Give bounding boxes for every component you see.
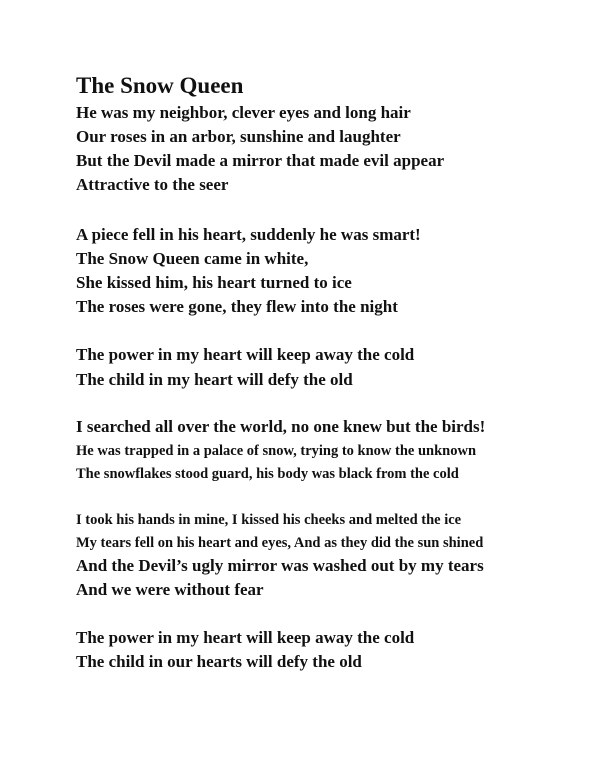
poem-line: And the Devil’s ugly mirror was washed out by my tears xyxy=(76,556,484,575)
refrain-line: The child in our hearts will defy the old xyxy=(76,652,362,671)
poem-line: Attractive to the seer xyxy=(76,175,229,194)
poem-line: The roses were gone, they flew into the night xyxy=(76,297,398,316)
refrain-line: The child in my heart will defy the old xyxy=(76,370,353,389)
poem-line: And we were without fear xyxy=(76,580,264,599)
poem-line: She kissed him, his heart turned to ice xyxy=(76,273,352,292)
poem-line: But the Devil made a mirror that made evil appear xyxy=(76,151,445,170)
poem-title: The Snow Queen xyxy=(76,73,244,98)
poem-line: The Snow Queen came in white, xyxy=(76,249,309,268)
poem-line: My tears fell on his heart and eyes, And as they did the sun shined xyxy=(76,535,484,551)
refrain-line: The power in my heart will keep away the cold xyxy=(76,345,415,364)
poem-line: He was trapped in a palace of snow, trying to know the unknown xyxy=(76,443,477,459)
poem-line: He was my neighbor, clever eyes and long hair xyxy=(76,103,411,122)
refrain-line: The power in my heart will keep away the cold xyxy=(76,628,415,647)
poem-line: I searched all over the world, no one knew but the birds! xyxy=(76,417,486,436)
poem-line: The snowflakes stood guard, his body was black from the cold xyxy=(76,466,459,482)
poem-line: A piece fell in his heart, suddenly he was smart! xyxy=(76,225,421,244)
poem-line: I took his hands in mine, I kissed his cheeks and melted the ice xyxy=(76,512,462,528)
poem-line: Our roses in an arbor, sunshine and laughter xyxy=(76,127,401,146)
